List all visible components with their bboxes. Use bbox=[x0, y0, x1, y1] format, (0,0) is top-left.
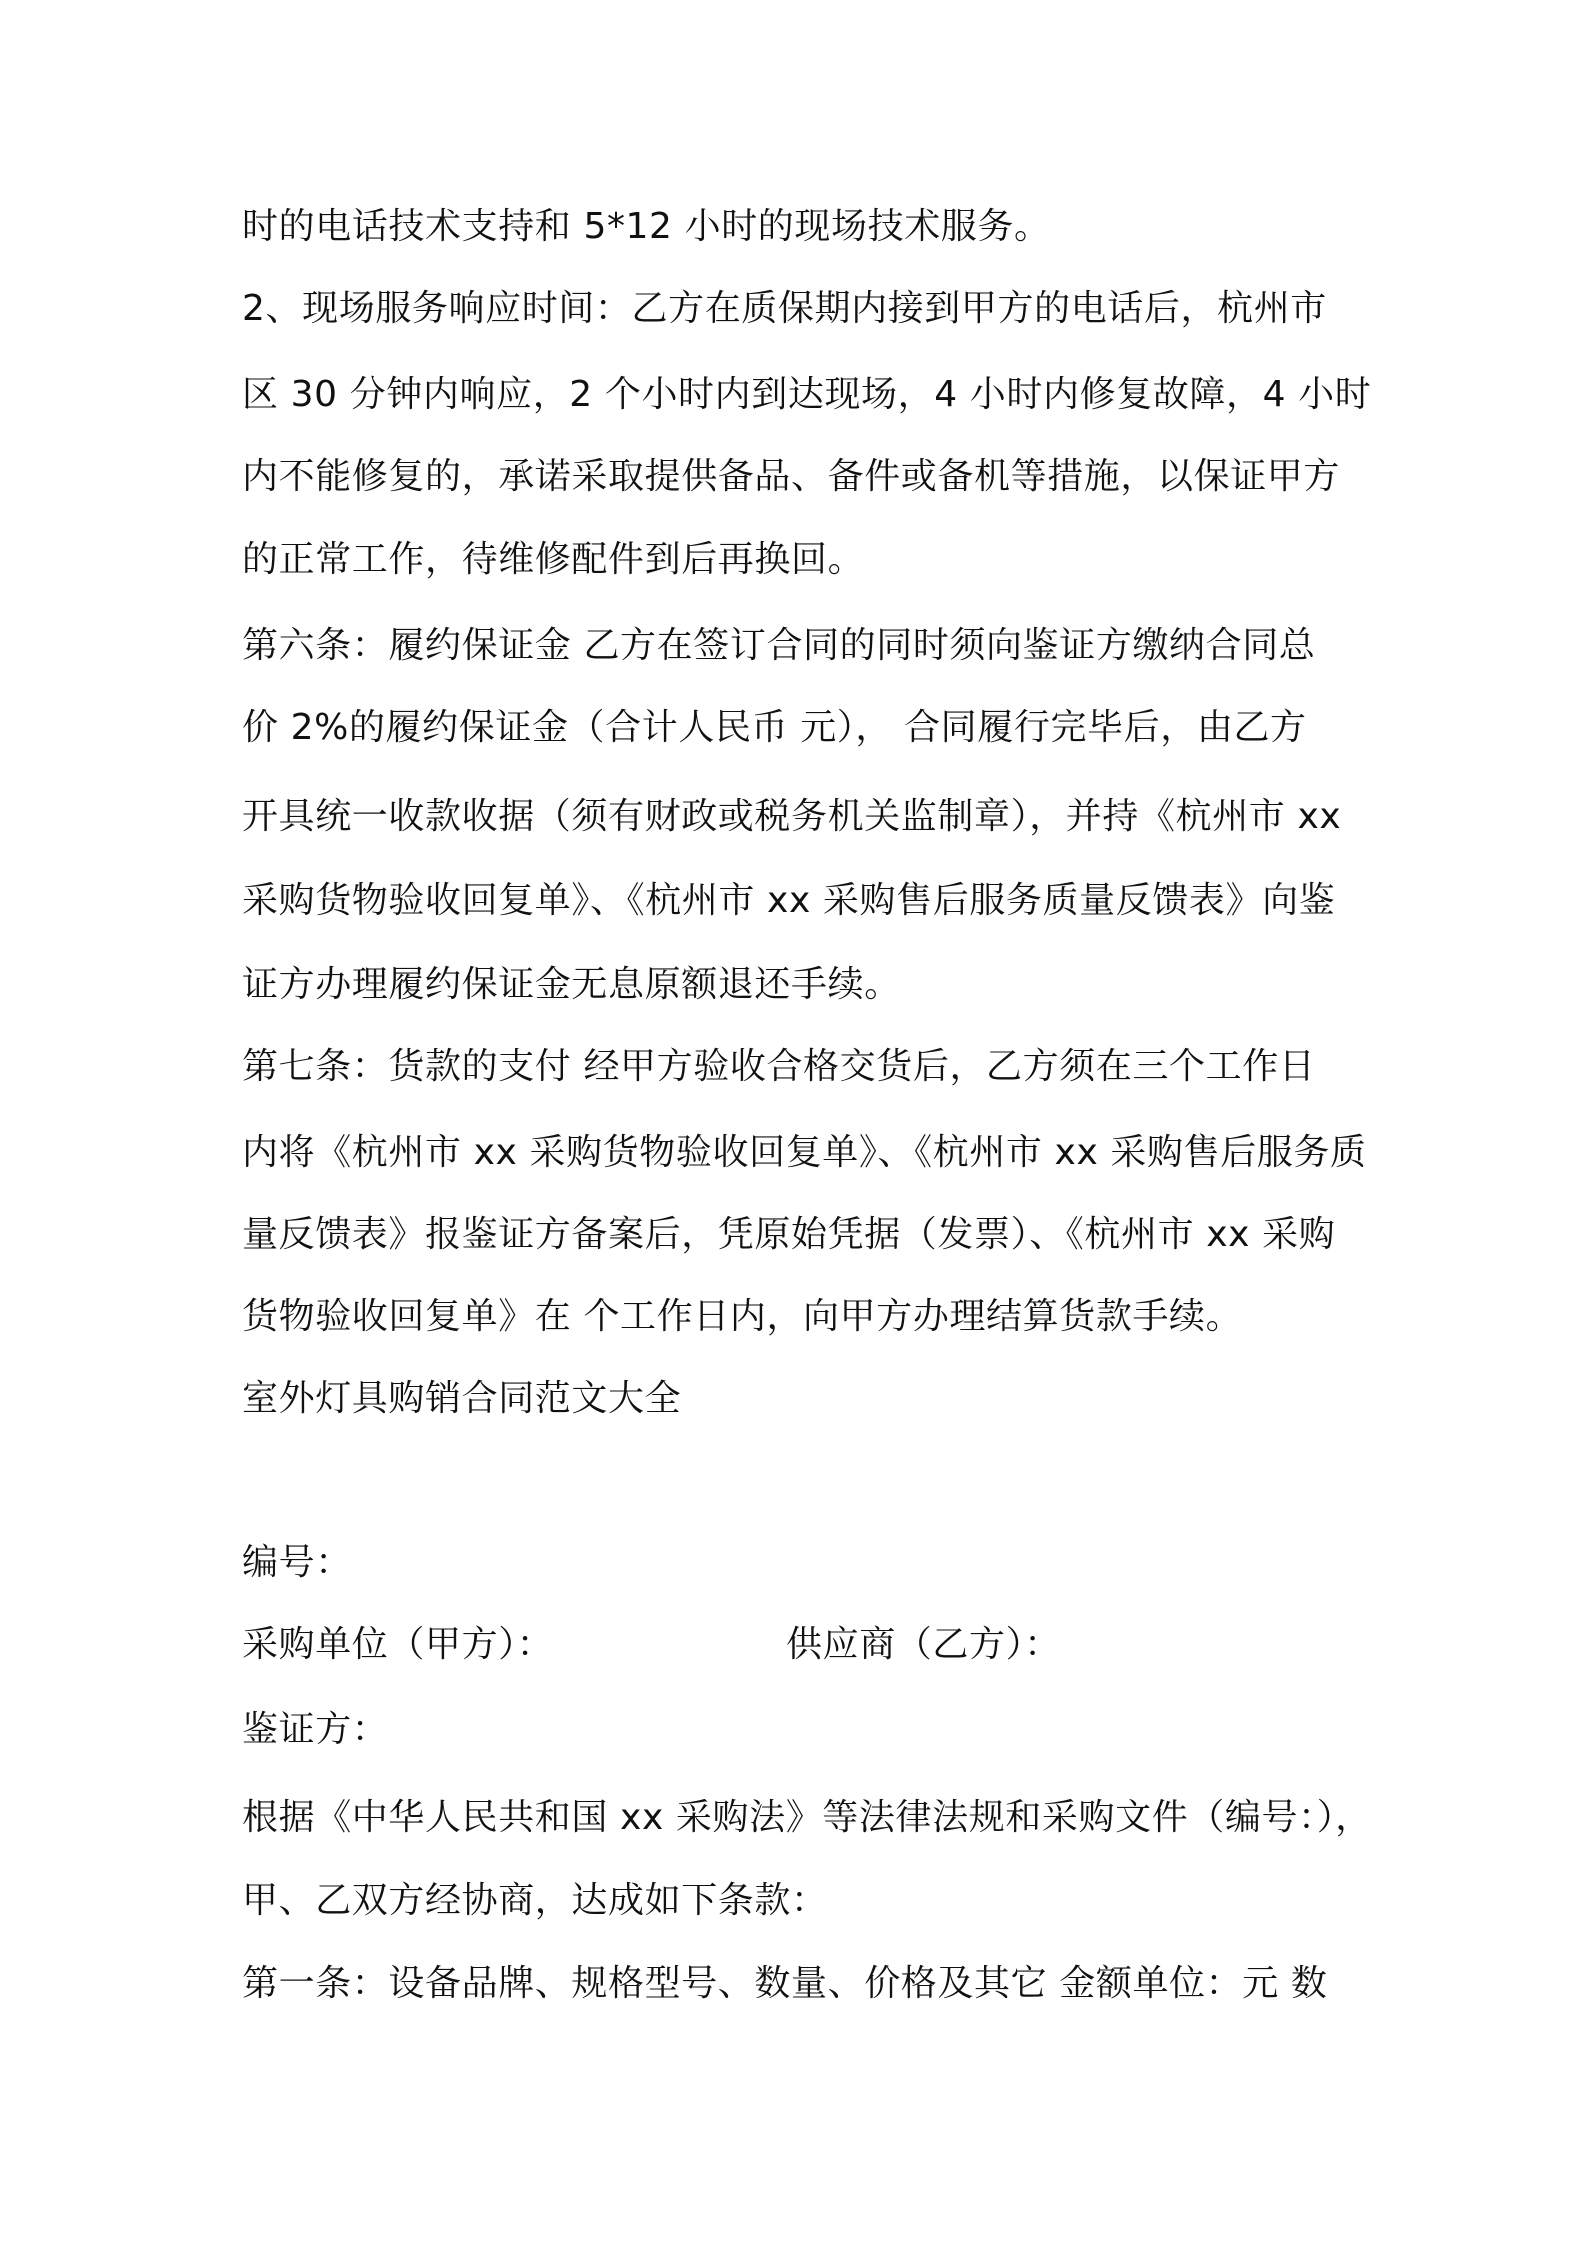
paragraph-line: 2、现场服务响应时间：乙方在质保期内接到甲方的电话后，杭州市 bbox=[242, 288, 1327, 329]
paragraph-line: 内将《杭州市 xx 采购货物验收回复单》、《杭州市 xx 采购售后服务质 bbox=[242, 1132, 1367, 1173]
paragraph-line: 货物验收回复单》在 个工作日内，向甲方办理结算货款手续。 bbox=[242, 1296, 1243, 1337]
contract-preamble-line: 甲、乙双方经协商，达成如下条款： bbox=[242, 1880, 828, 1921]
article-one-line: 第一条：设备品牌、规格型号、数量、价格及其它 金额单位：元 数 bbox=[242, 1963, 1328, 2004]
paragraph-line: 的正常工作，待维修配件到后再换回。 bbox=[242, 539, 865, 580]
paragraph-line: 区 30 分钟内响应，2 个小时内到达现场，4 小时内修复故障，4 小时 bbox=[242, 374, 1372, 415]
paragraph-line: 证方办理履约保证金无息原额退还手续。 bbox=[242, 964, 901, 1005]
paragraph-line: 开具统一收款收据（须有财政或税务机关监制章），并持《杭州市 xx bbox=[242, 796, 1342, 837]
witness-label: 鉴证方： bbox=[242, 1709, 389, 1750]
contract-number-label: 编号： bbox=[242, 1542, 352, 1583]
paragraph-line: 内不能修复的，承诺采取提供备品、备件或备机等措施，以保证甲方 bbox=[242, 456, 1341, 497]
buyer-label: 采购单位（甲方）： bbox=[242, 1624, 554, 1665]
paragraph-line: 量反馈表》报鉴证方备案后，凭原始凭据（发票）、《杭州市 xx 采购 bbox=[242, 1214, 1336, 1255]
section-title: 室外灯具购销合同范文大全 bbox=[242, 1378, 682, 1419]
contract-preamble-line: 根据《中华人民共和国 xx 采购法》等法律法规和采购文件（编号：）， bbox=[242, 1797, 1372, 1838]
paragraph-line: 价 2%的履约保证金（合计人民币 元）， 合同履行完毕后，由乙方 bbox=[242, 707, 1307, 748]
article-six-line: 第六条：履约保证金 乙方在签订合同的同时须向鉴证方缴纳合同总 bbox=[242, 625, 1316, 666]
supplier-label: 供应商（乙方）： bbox=[786, 1624, 1061, 1665]
article-seven-line: 第七条：货款的支付 经甲方验收合格交货后，乙方须在三个工作日 bbox=[242, 1046, 1316, 1087]
paragraph-line: 采购货物验收回复单》、《杭州市 xx 采购售后服务质量反馈表》向鉴 bbox=[242, 880, 1336, 921]
paragraph-line: 时的电话技术支持和 5*12 小时的现场技术服务。 bbox=[242, 206, 1051, 247]
